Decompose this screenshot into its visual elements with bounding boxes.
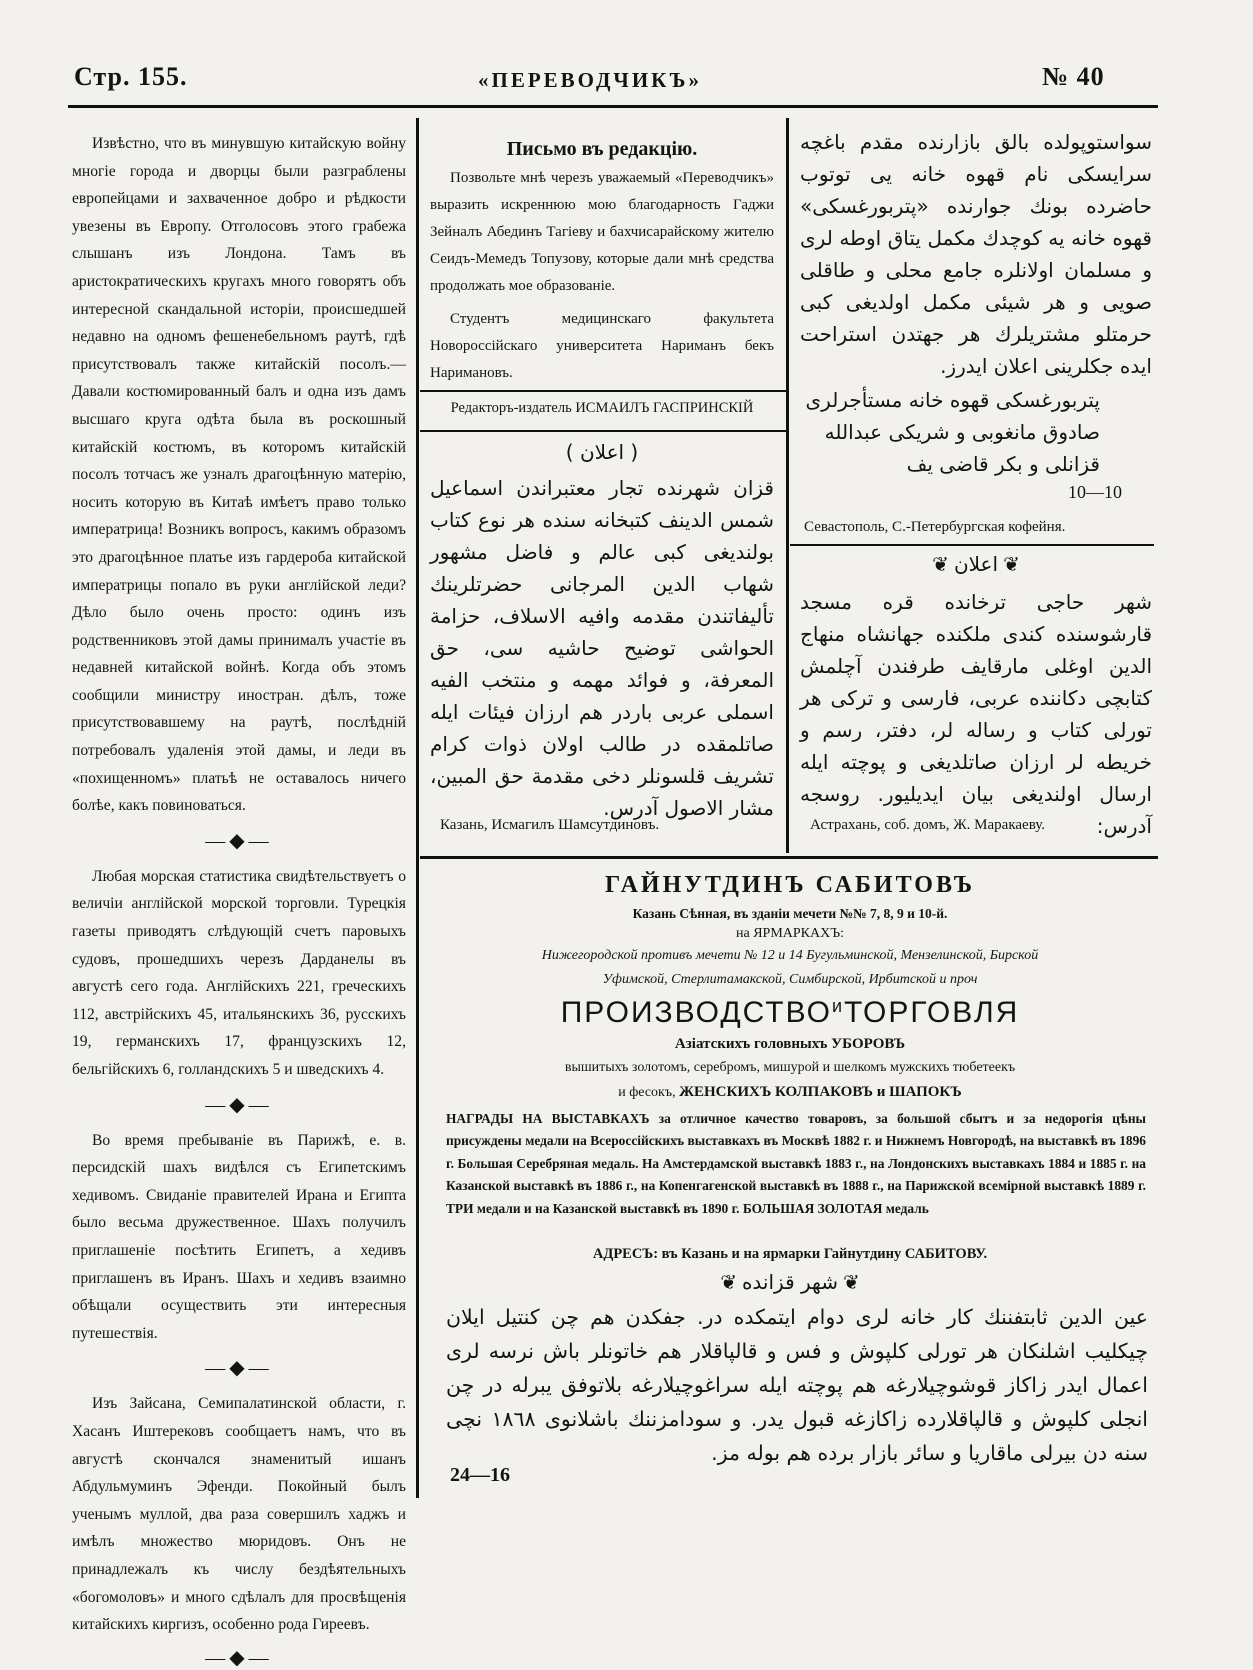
ad-awards: НАГРАДЫ НА ВЫСТАВКАХЪ за отличное качество товаровъ, за большой сбытъ и за недорогія цѣны присуждены медали на Всероссійскихъ выставкахъ въ Москвѣ 1882 г. и Нижнемъ Новгородѣ, на выставкѣ въ 1896 г. Большая Серебряная медаль. На Амстердамской выставкѣ 1883 г., на Лондонскихъ выставкахъ 1884 и 1885 г. на Казанской выставкѣ въ 1886 г., на Копенгагенской выставкѣ въ 1888 г., на Парижской всемірной выставкѣ 1889 г. ТРИ медали и на Казанской выставкѣ въ 1890 г. БОЛЬШАЯ ЗОЛОТАЯ медаль xyxy=(446,1111,1146,1216)
issue-number: № 40 xyxy=(1042,62,1105,91)
ad-astrakhan-body: شهر حاجى ترخانده قره مسجد قارشوسنده كندى ملكنده جهانشاه منهاج الدين اوغلى مارقايف طرفندن آچلمش كتابچى دكاننده عربى، فارسى و تركى هر تورلى كتاب و رساله لر، دفتر، رسم و خريطه لر ارزان صاتلديغى و پوچته ايله ارسال اولنديغى بيان ايديليور. روسجه آدرس: xyxy=(800,590,1152,838)
ad2-title: اعلان xyxy=(953,552,999,576)
ornament-divider: —◆— xyxy=(205,1357,273,1380)
ad-count: 24—16 xyxy=(450,1464,510,1486)
ad-line-fairs: на ЯРМАРКАХЪ: xyxy=(735,926,844,941)
article-zaisan: Изъ Зайсана, Семипалатинской области, г. Хасанъ Иштерековъ сообщаетъ намъ, что въ августѣ скончался знаменитый ишанъ Абдульмуминъ Эфенди. Покойный былъ ученымъ муллой, два раза совершилъ хаджъ и имѣлъ множество мюридовъ. Онъ не принадлежалъ къ числу бездѣятельныхъ «богомоловъ» и много сдѣлалъ для просвѣщенія китайскихъ киргизъ, особенно рода Гиреевъ. xyxy=(72,1395,406,1634)
arabic-title: شهر قزانده xyxy=(741,1270,839,1294)
ad-line-address-kazan: Казань Сѣнная, въ зданіи мечети №№ 7, 8, 9 и 10-й. xyxy=(632,906,948,921)
section-rule xyxy=(790,544,1154,546)
letter-signature: Студентъ медицинскаго факультета Новороссійскаго университета Нариманъ бекъ Наримановъ. xyxy=(430,311,774,381)
ornament-divider: —◆— xyxy=(205,1093,273,1116)
article-china: Извѣстно, что въ минувшую китайскую войну многіе города и дворцы были разграблены европейцами и захваченное добро и рѣдкости увезены въ Европу. Отголосовъ этого грабежа слышанъ изъ Лондона. Тамъ въ аристократическихъ кругахъ много говорятъ объ интересной скандальной исторіи, происшедшей недавно на одномъ фешенебельномъ раутѣ, гдѣ присутствовалъ также китайскій посолъ.—Давали костюмированный балъ и одна изъ дамъ высшаго круга одѣта была въ роскошный китайскій костюмъ, въ которомъ китайскій посолъ тотчасъ же узналъ драгоцѣнную матерію, носить которую въ Китаѣ имѣетъ право только императрица! Возникъ вопросъ, какимъ образомъ это драгоцѣнное платье изъ гардероба китайской императрицы попало въ руки англійской леди? Дѣло было очень просто: одинъ изъ родственниковъ этой дамы принималъ участіе въ недавней китайской войнѣ. Когда объ этомъ сообщили министру иностран. дѣлъ, тоже присутствовавшему на раутѣ, послѣдній потребовалъ удаленія этой дамы, и леди въ «похищенномъ» платьѣ не оставалось ничего болѣе, какъ повиноваться. xyxy=(72,135,406,815)
ad2-title-row xyxy=(800,552,1152,577)
letter-body: Позвольте мнѣ черезъ уважаемый «Переводчикъ» выразить искреннюю мою благодарность Гаджи Зейналъ Абединъ Тагіеву и бахчисарайскому жителю Сеидъ-Мемедъ Топузову, которые дали мнѣ средства продолжать мое образованіе. xyxy=(430,170,774,294)
ad-address: АДРЕСЪ: въ Казань и на ярмарки Гайнутдину САБИТОВУ. xyxy=(592,1246,988,1262)
article-maritime: Любая морская статистика свидѣтельствуетъ о величіи англійской морской торговли. Турецкія газеты приводятъ слѣдующій счетъ паровыхъ судовъ, прошедшихъ черезъ Дарданелы въ августѣ сего года. Англійскихъ 221, греческихъ 112, австрійскихъ 45, итальянскихъ 36, русскихъ 19, германскихъ 17, французскихъ 12, бельгійскихъ 6, голландскихъ 5 и шведскихъ 4. xyxy=(72,867,406,1078)
ad-line-embroidered: вышитыхъ золотомъ, серебромъ, мишурой и шелкомъ мужскихъ тюбетеекъ xyxy=(564,1060,1016,1075)
ad-body-kazan-bookshop: قزان شهرنده تجار معتبراندن اسماعيل شمس الدينف كتبخانه سنده هر نوع كتاب بولنديغى كبى عالم و فاضل مشهور شهاب الدين المرجانى حضرتلرينك تأليفاتندن مقدمه وافيه الاسلاف، حزامة الحواشى توضيح حاشيه سى، حق المعرفة، و فوائد مهمه و منتخب الفيه اسملى عربى باردر هم ارزان فيئات ايله صاتلمقده در طالب اولان ذوات كرام تشريف قلسونلر دخى مقدمة حق المبين، مشار الاصول آدرس. xyxy=(430,476,774,820)
column-divider-left xyxy=(416,118,419,1498)
newspaper-title: «ПЕРЕВОДЧИКЪ» xyxy=(478,68,702,92)
ad-sevastopol-names: پتربورغسكى قهوه خانه مستأجرلرى صادوق مانغوبى و شريكى عبدالله قزانلى و بكر قاضى يف xyxy=(805,388,1100,476)
ornament-icon: ❦ xyxy=(720,1272,742,1294)
page-number: Стр. 155. xyxy=(74,62,188,91)
middle-column xyxy=(430,138,774,387)
ad-line-caps: ЖЕНСКИХЪ КОЛПАКОВЪ и ШАПОКЪ xyxy=(679,1084,962,1100)
article-shah: Во время пребываніе въ Парижѣ, е. в. персидскій шахъ видѣлся съ Египетскимъ хедивомъ. Свиданіе правителей Ирана и Египта было весьма дружественное. Шахъ получилъ приглашеніе посѣтить Египетъ, а хедивъ приглашенъ въ Иранъ. Шахъ и хедивъ взаимно обѣщали осуществить эти интересныя путешествія. xyxy=(72,1131,406,1342)
headline-production: ПРОИЗВОДСТВО xyxy=(560,996,832,1029)
headline-and: и xyxy=(831,996,845,1016)
ad-sevastopol-signature: Севастополь, С.-Петербургская кофейня. xyxy=(804,519,1066,535)
ad-line-headwear: Азіатскихъ головныхъ УБОРОВЪ xyxy=(674,1036,906,1052)
headline-trade: ТОРГОВЛЯ xyxy=(844,996,1020,1029)
ad-line-mosques: Нижегородской противъ мечети № 12 и 14 Бугульминской, Мензелинской, Бирской xyxy=(541,948,1039,963)
bottom-ad-rule xyxy=(420,856,1158,859)
ad-signature-kazan: Казань, Исмагилъ Шамсутдиновъ. xyxy=(440,817,660,833)
ad-sevastopol-body: سواستوپولده بالق بازارنده مقدم باغچه سرايسكى نام قهوه خانه يى توتوب حاضرده بونك جوارنده «پتربورغسكى» قهوه خانه يه كوچدك مكمل يتاق اوطه لرى و مسلمان اولانلره جامع محلى و طاقلى صويى و هر شيئى مكمل اولديغى كبى حرمتلو مشتريلرك هر جهتدن استراحت ايده جكلرينى اعلان ايدرز. xyxy=(800,130,1152,378)
headline-production-trade xyxy=(430,996,1150,1030)
section-rule xyxy=(420,430,786,432)
ad-sevastopol-count: 10—10 xyxy=(1068,482,1122,502)
section-rule xyxy=(420,390,786,392)
arabic-body: عين الدين ثابتفننك كار خانه لرى دوام ايتمكده در. جفكدن هم چن كنتيل ايلان چيكليب اشلنكان هر تورلى كلپوش و فس و قالپاقلار هم خاتونلر باش نرسه لرى اعمال ايدر زاكاز قوشوچيلارغه هم پوچته ايله سراغوچيلارغه بلاتوفق يبرله در چن انجلى كلپوش و قالپاقلارده زاكازغه قبول يدر. و سودامزننك باشلانوى ١٨٦٨ نچى سنه دن بيرلى ماقاريا و سائر بازار برده هم بوله مز. xyxy=(446,1305,1148,1465)
ornament-divider: —◆— xyxy=(205,1646,273,1669)
ad-line-fezzes: и фесокъ, xyxy=(618,1085,676,1100)
ad-astrakhan-signature: Астрахань, соб. домъ, Ж. Маракаеву. xyxy=(810,817,1046,833)
merchant-name: ГАЙНУТДИНЪ САБИТОВЪ xyxy=(604,872,976,898)
header-rule xyxy=(68,105,1158,108)
ad-line-womens xyxy=(430,1084,1150,1101)
arabic-title-row xyxy=(430,1270,1150,1295)
column-divider-right xyxy=(786,118,789,853)
editor-line: Редакторъ-издатель ИСМАИЛЪ ГАСПРИНСКІЙ xyxy=(450,400,754,416)
ornament-icon: ❦ xyxy=(932,554,954,576)
ornament-icon: ❦ xyxy=(838,1272,860,1294)
ad-line-cities: Уфимской, Стерлитамакской, Симбирской, Ирбитской и проч xyxy=(602,972,978,987)
left-column xyxy=(72,130,406,1670)
ornament-icon: ❦ xyxy=(998,554,1020,576)
ornament-divider: —◆— xyxy=(205,829,273,852)
ad-title-ilan: ( اعلان ) xyxy=(565,440,639,464)
letter-title: Письмо въ редакцію. xyxy=(506,138,698,160)
